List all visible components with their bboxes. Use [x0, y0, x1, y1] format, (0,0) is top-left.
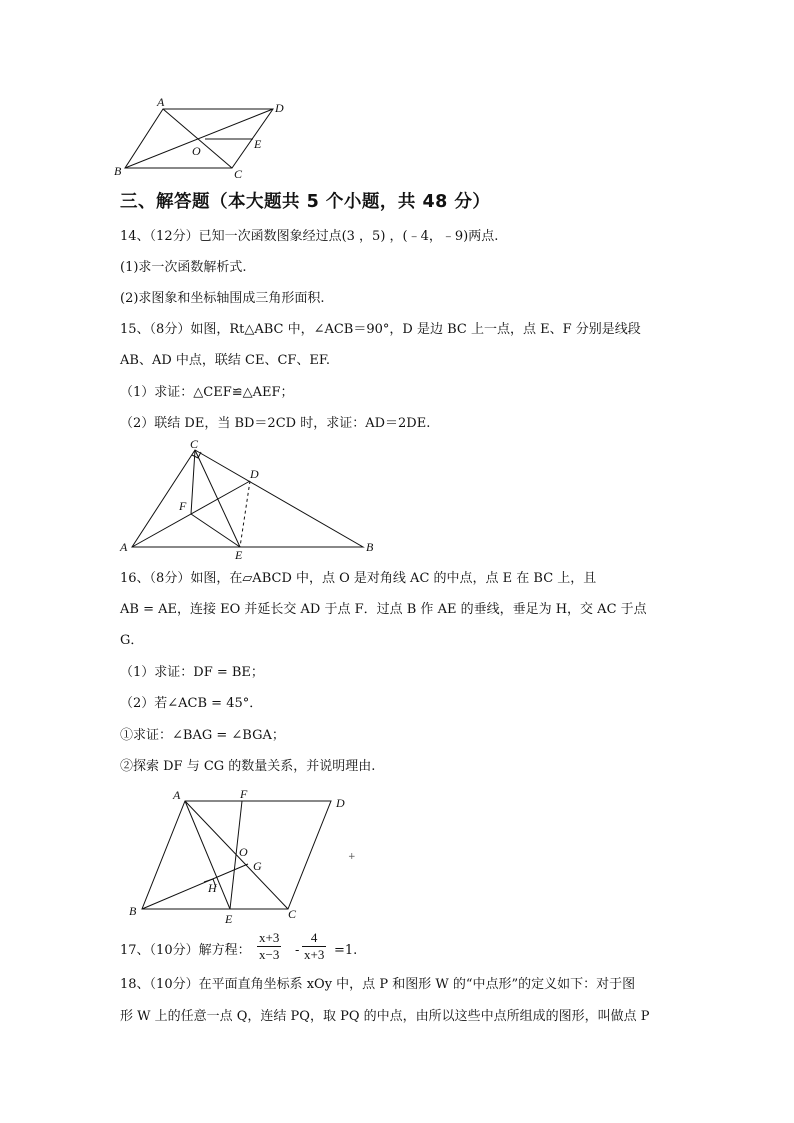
label-e: E [254, 137, 262, 151]
label-b: B [366, 540, 374, 554]
label-h: H [208, 881, 217, 895]
q17-suffix: =1. [334, 943, 358, 958]
q18-line1: 18、（10分）在平面直角坐标系 xOy 中，点 P 和图形 W 的“中点形”的定义如下：对于图 [120, 977, 636, 992]
label-a: A [173, 788, 181, 802]
q16-part2: （2）若∠ACB = 45°． [120, 696, 263, 711]
label-b: B [114, 164, 122, 178]
q17-fraction-2-denominator: x+3 [304, 947, 325, 962]
segment-de-dashed [240, 481, 250, 547]
q17-fraction-2 [302, 930, 326, 963]
q16-part2-sub2: ②探索 DF 与 CG 的数量关系，并说明理由. [120, 759, 376, 774]
label-a: A [120, 540, 128, 554]
q16-part1: （1）求证：DF = BE； [120, 665, 264, 680]
label-d: D [275, 101, 284, 115]
label-b: B [129, 904, 137, 918]
q17-fraction-1-numerator: x+3 [259, 930, 280, 945]
q17-fraction-1-denominator: x−3 [259, 947, 280, 962]
q18-line2: 形 W 上的任意一点 Q，连结 PQ，取 PQ 的中点，由所以这些中点所组成的图形，叫做点 P [120, 1009, 650, 1024]
q16-stem-line1: 16、（8分）如图，在▱ABCD 中，点 O 是对角线 AC 的中点，点 E 在 BC 上，且 [120, 571, 597, 586]
label-e: E [235, 548, 243, 561]
label-d: D [336, 796, 345, 810]
label-c: C [190, 437, 199, 451]
label-f: F [179, 499, 187, 513]
figure-right-triangle-abc [115, 436, 385, 561]
q16-stem-line3: G． [120, 633, 144, 648]
q16-part2-sub1: ①求证：∠BAG = ∠BGA； [120, 728, 285, 743]
label-o: O [239, 845, 248, 859]
q15-part1: （1）求证：△CEF≌△AEF； [120, 385, 294, 400]
label-g: G [253, 859, 262, 873]
label-e: E [225, 912, 233, 925]
triangle-outline [132, 450, 363, 547]
q17-fraction-2-numerator: 4 [302, 930, 326, 947]
section-title: 三、解答题（本大题共 5 个小题，共 48 分） [120, 192, 491, 212]
label-a: A [157, 95, 165, 109]
segment-ce [195, 450, 240, 547]
q17-fraction-1 [257, 930, 281, 963]
figure-parallelogram-question16 [120, 785, 360, 925]
label-d: D [250, 467, 259, 481]
label-o: O [192, 144, 201, 158]
label-c: C [288, 907, 297, 921]
q15-stem-line1: 15、（8分）如图，Rt△ABC 中，∠ACB＝90°，D 是边 BC 上一点，点 E、F 分别是线段 [120, 322, 641, 337]
stray-mark: + [348, 852, 356, 862]
q15-part2: （2）联结 DE，当 BD＝2CD 时，求证：AD＝2DE. [120, 416, 431, 431]
q14-part1: (1)求一次函数解析式. [120, 260, 247, 275]
q15-stem-line2: AB、AD 中点，联结 CE、CF、EF. [120, 353, 331, 368]
q14-part2: (2)求图象和坐标轴围成三角形面积. [120, 291, 325, 306]
figure-parallelogram-abcd [110, 95, 300, 180]
label-f: F [240, 787, 248, 801]
q16-stem-line2: AB = AE，连接 EO 并延长交 AD 于点 F．过点 B 作 AE 的垂线，垂足为 H，交 AC 于点 [120, 602, 647, 617]
segment-cf [191, 450, 195, 514]
q17-minus: - [295, 943, 300, 958]
q17-prefix: 17、（10分）解方程： [120, 943, 251, 958]
label-c: C [234, 167, 243, 180]
q14-stem: 14、（12分）已知一次函数图象经过点(3 ，5) ，(﹣4，﹣9)两点. [120, 229, 499, 244]
